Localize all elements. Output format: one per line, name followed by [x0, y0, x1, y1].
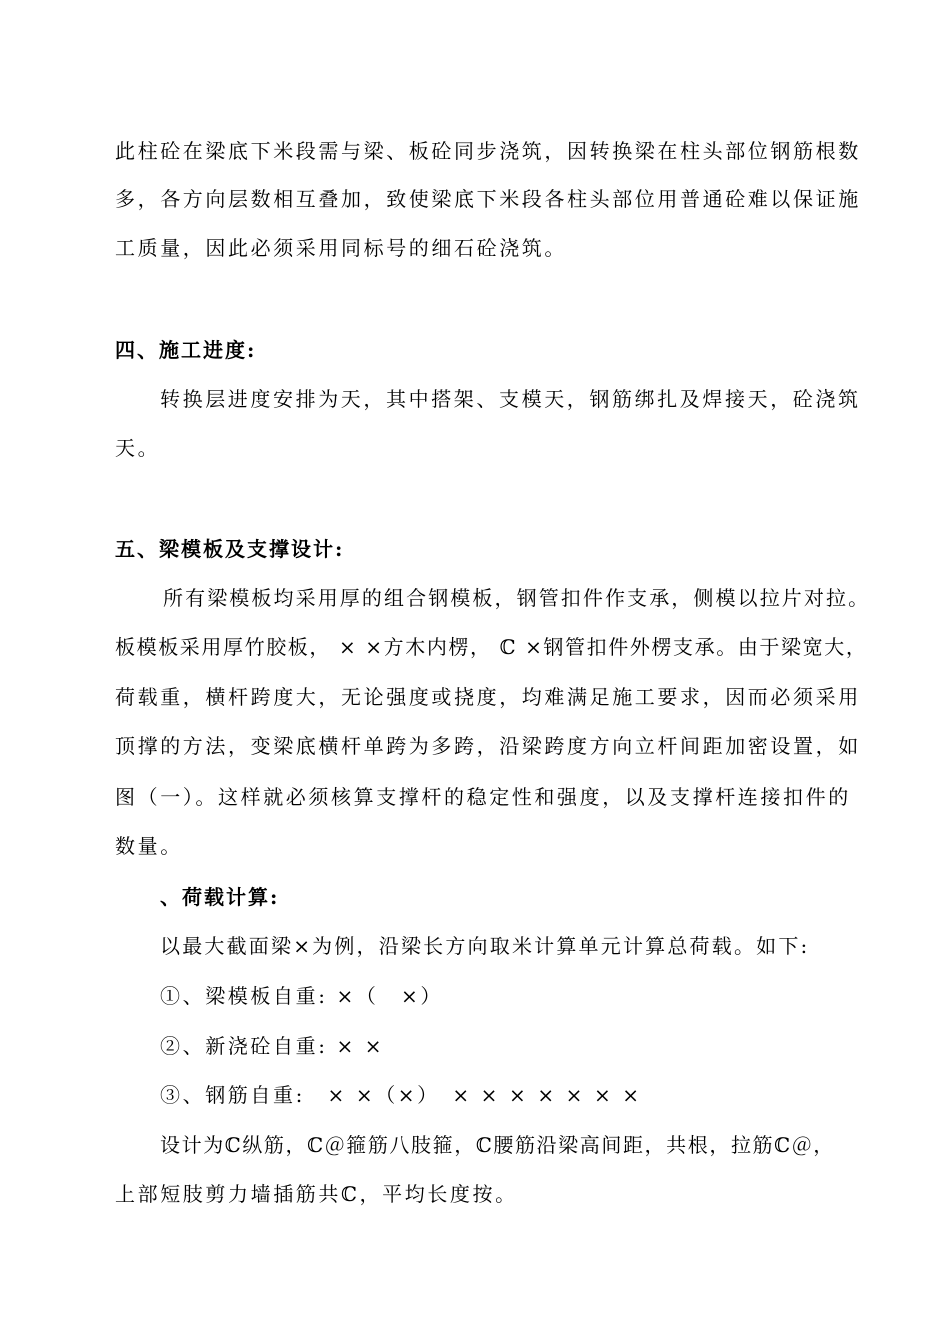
paragraph-line: 荷载重，横杆跨度大，无论强度或挠度，均难满足施工要求，因而必须采用 [115, 685, 861, 709]
list-item: ③、钢筋自重: × ×（×） × × × × × × × [160, 1083, 642, 1107]
paragraph-line: 所有梁模板均采用厚的组合钢模板，钢管扣件作支承，侧模以拉片对拉。 [163, 586, 871, 610]
paragraph-line: 数量。 [115, 834, 183, 858]
paragraph-line: 转换层进度安排为天，其中搭架、支模天，钢筋绑扎及焊接天，砼浇筑 [160, 387, 861, 411]
section-heading-load-calculation: 、荷载计算: [160, 885, 280, 909]
paragraph-line: 设计为ℂ纵筋，ℂ＠箍筋八肢箍，ℂ腰筋沿梁高间距，共根，拉筋ℂ＠， [160, 1133, 835, 1157]
paragraph-line: 上部短肢剪力墙插筋共ℂ，平均长度按。 [115, 1182, 518, 1206]
paragraph-line: 多，各方向层数相互叠加，致使梁底下米段各柱头部位用普通砼难以保证施 [115, 187, 861, 211]
section-heading-formwork-design: 五、梁模板及支撑设计: [115, 537, 345, 561]
list-item: ②、新浇砼自重: × × [160, 1034, 385, 1058]
paragraph-line: 顶撑的方法，变梁底横杆单跨为多跨，沿梁跨度方向立杆间距加密设置，如 [115, 734, 861, 758]
paragraph-line: 以最大截面梁×为例，沿梁长方向取米计算单元计算总荷载。如下: [160, 934, 810, 958]
paragraph-line: 此柱砼在梁底下米段需与梁、板砼同步浇筑，因转换梁在柱头部位钢筋根数 [115, 139, 861, 163]
paragraph-line: 板模板采用厚竹胶板， × ×方木内楞， ℂ ×钢管扣件外楞支承。由于梁宽大， [115, 635, 868, 659]
paragraph-line: 工质量，因此必须采用同标号的细石砼浇筑。 [115, 236, 567, 260]
paragraph-line: 天。 [115, 436, 161, 460]
list-item: ①、梁模板自重: ×（ ×） [160, 984, 444, 1008]
paragraph-line: 图（一）。这样就必须核算支撑杆的稳定性和强度，以及支撑杆连接扣件的 [115, 785, 851, 809]
section-heading-schedule: 四、施工进度: [115, 338, 257, 362]
